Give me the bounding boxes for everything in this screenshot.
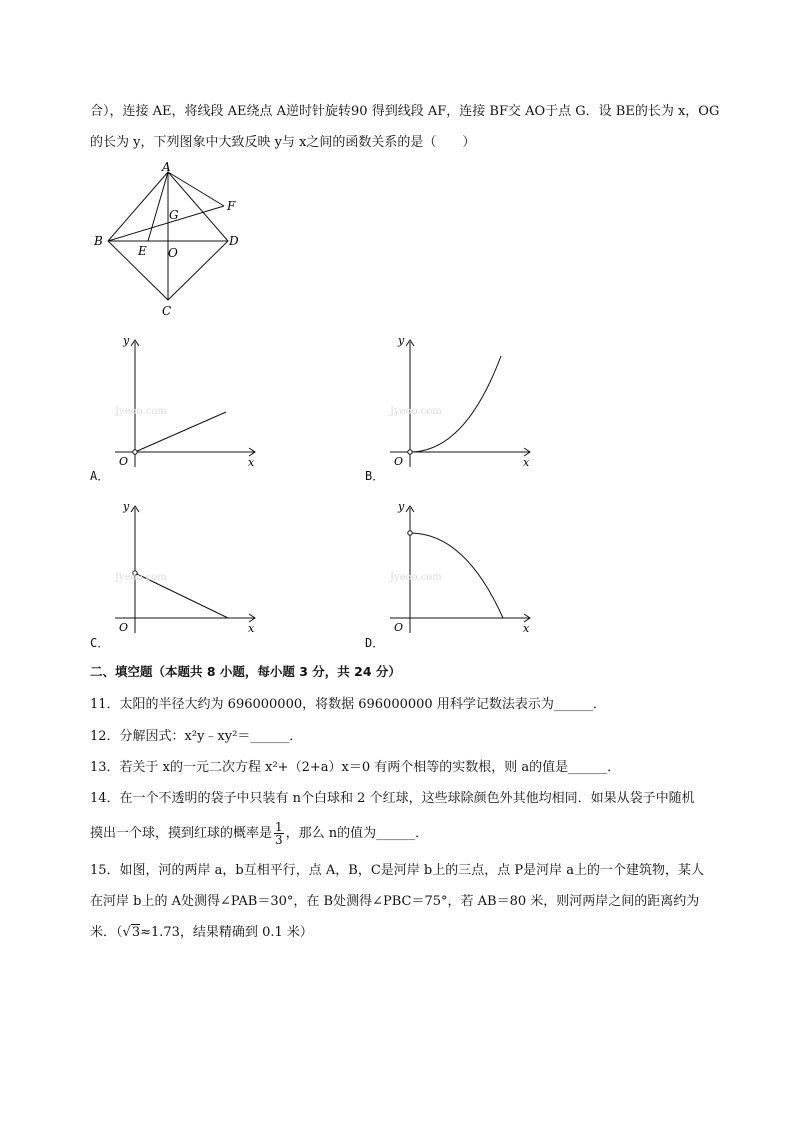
q15-text-before-sqrt: 米．（	[90, 925, 123, 940]
origin-label: O	[119, 455, 129, 468]
q14-text-after-fraction: ，那么 n的值为______．	[285, 826, 429, 841]
fraction-numerator: 1	[275, 820, 283, 834]
geometry-diagram	[88, 162, 258, 322]
question-15-line2: 在河岸 b上的 A处测得∠PAB＝30°，在 B处测得∠PBC＝75°，若 AB＝80 米，则河两岸之间的距离约为	[90, 894, 700, 909]
section-title: 二、填空题（本题共 8 小题，每小题 3 分，共 24 分）	[90, 664, 401, 679]
question-13: 13．若关于 x的一元二次方程 x²+（2+a）x＝0 有两个相等的实数根，则 a的值是______．	[90, 760, 621, 775]
axis-y-label: y	[123, 334, 130, 347]
option-d-label: D．	[365, 636, 385, 650]
watermark: Jyeoo.com	[390, 406, 442, 417]
q15-text-after-sqrt: ≈1.73，结果精确到 0.1 米）	[140, 925, 313, 940]
label-B: B	[94, 234, 103, 248]
graph-b	[385, 332, 545, 472]
option-a-label: A．	[90, 469, 110, 483]
origin-label: O	[394, 455, 404, 468]
origin-label: O	[394, 621, 404, 634]
question-15-line1: 15．如图，河的两岸 a，b互相平行，点 A，B，C是河岸 b上的三点，点 P是河岸 a上的一个建筑物，某人	[90, 863, 704, 878]
axis-x-label: x	[523, 622, 530, 635]
axis-y-label: y	[123, 500, 130, 513]
axis-x-label: x	[248, 622, 255, 635]
option-c-label: C．	[90, 636, 110, 650]
question-12: 12．分解因式：x²y﹣xy²＝______．	[90, 729, 303, 744]
watermark: Jyeoo.com	[115, 406, 167, 417]
q10-text-line1: 合），连接 AE，将线段 AE绕点 A逆时针旋转90 得到线段 AF，连接 BF交 AO于点 G．设 BE的长为 x，OG	[90, 104, 720, 119]
graph-a	[110, 332, 270, 472]
label-D: D	[229, 234, 239, 248]
axis-y-label: y	[398, 334, 405, 347]
q10-text-line2: 的长为 y，下列图象中大致反映 y与 x之间的函数关系的是（ ）	[90, 135, 476, 150]
fraction-denominator: 3	[275, 833, 283, 847]
graph-c	[110, 498, 270, 638]
origin-label: O	[119, 621, 129, 634]
label-F: F	[227, 199, 236, 213]
sqrt-symbol: √	[122, 925, 131, 940]
label-C: C	[162, 304, 172, 318]
axis-x-label: x	[523, 456, 530, 469]
axis-y-label: y	[398, 500, 405, 513]
q14-text-before-fraction: 摸出一个球，摸到红球的概率是	[90, 826, 273, 841]
question-14-line1: 14．在一个不透明的袋子中只装有 n个白球和 2 个红球，这些球除颜色外其他均相同．如果从袋子中随机	[90, 791, 695, 806]
graph-d	[385, 498, 545, 638]
label-G: G	[169, 208, 179, 222]
watermark: Jyeoo.com	[115, 572, 167, 583]
option-b-label: B．	[365, 469, 385, 483]
label-O: O	[168, 246, 178, 260]
question-11: 11．太阳的半径大约为 696000000，将数据 696000000 用科学记数法表示为______．	[90, 697, 606, 712]
axis-x-label: x	[248, 456, 255, 469]
label-A: A	[162, 162, 171, 174]
watermark: Jyeoo.com	[390, 572, 442, 583]
sqrt-radicand: 3	[131, 925, 141, 940]
question-15-line3	[90, 924, 313, 942]
probability-fraction	[274, 821, 284, 846]
question-14-line2	[90, 821, 428, 846]
label-E: E	[138, 244, 147, 258]
